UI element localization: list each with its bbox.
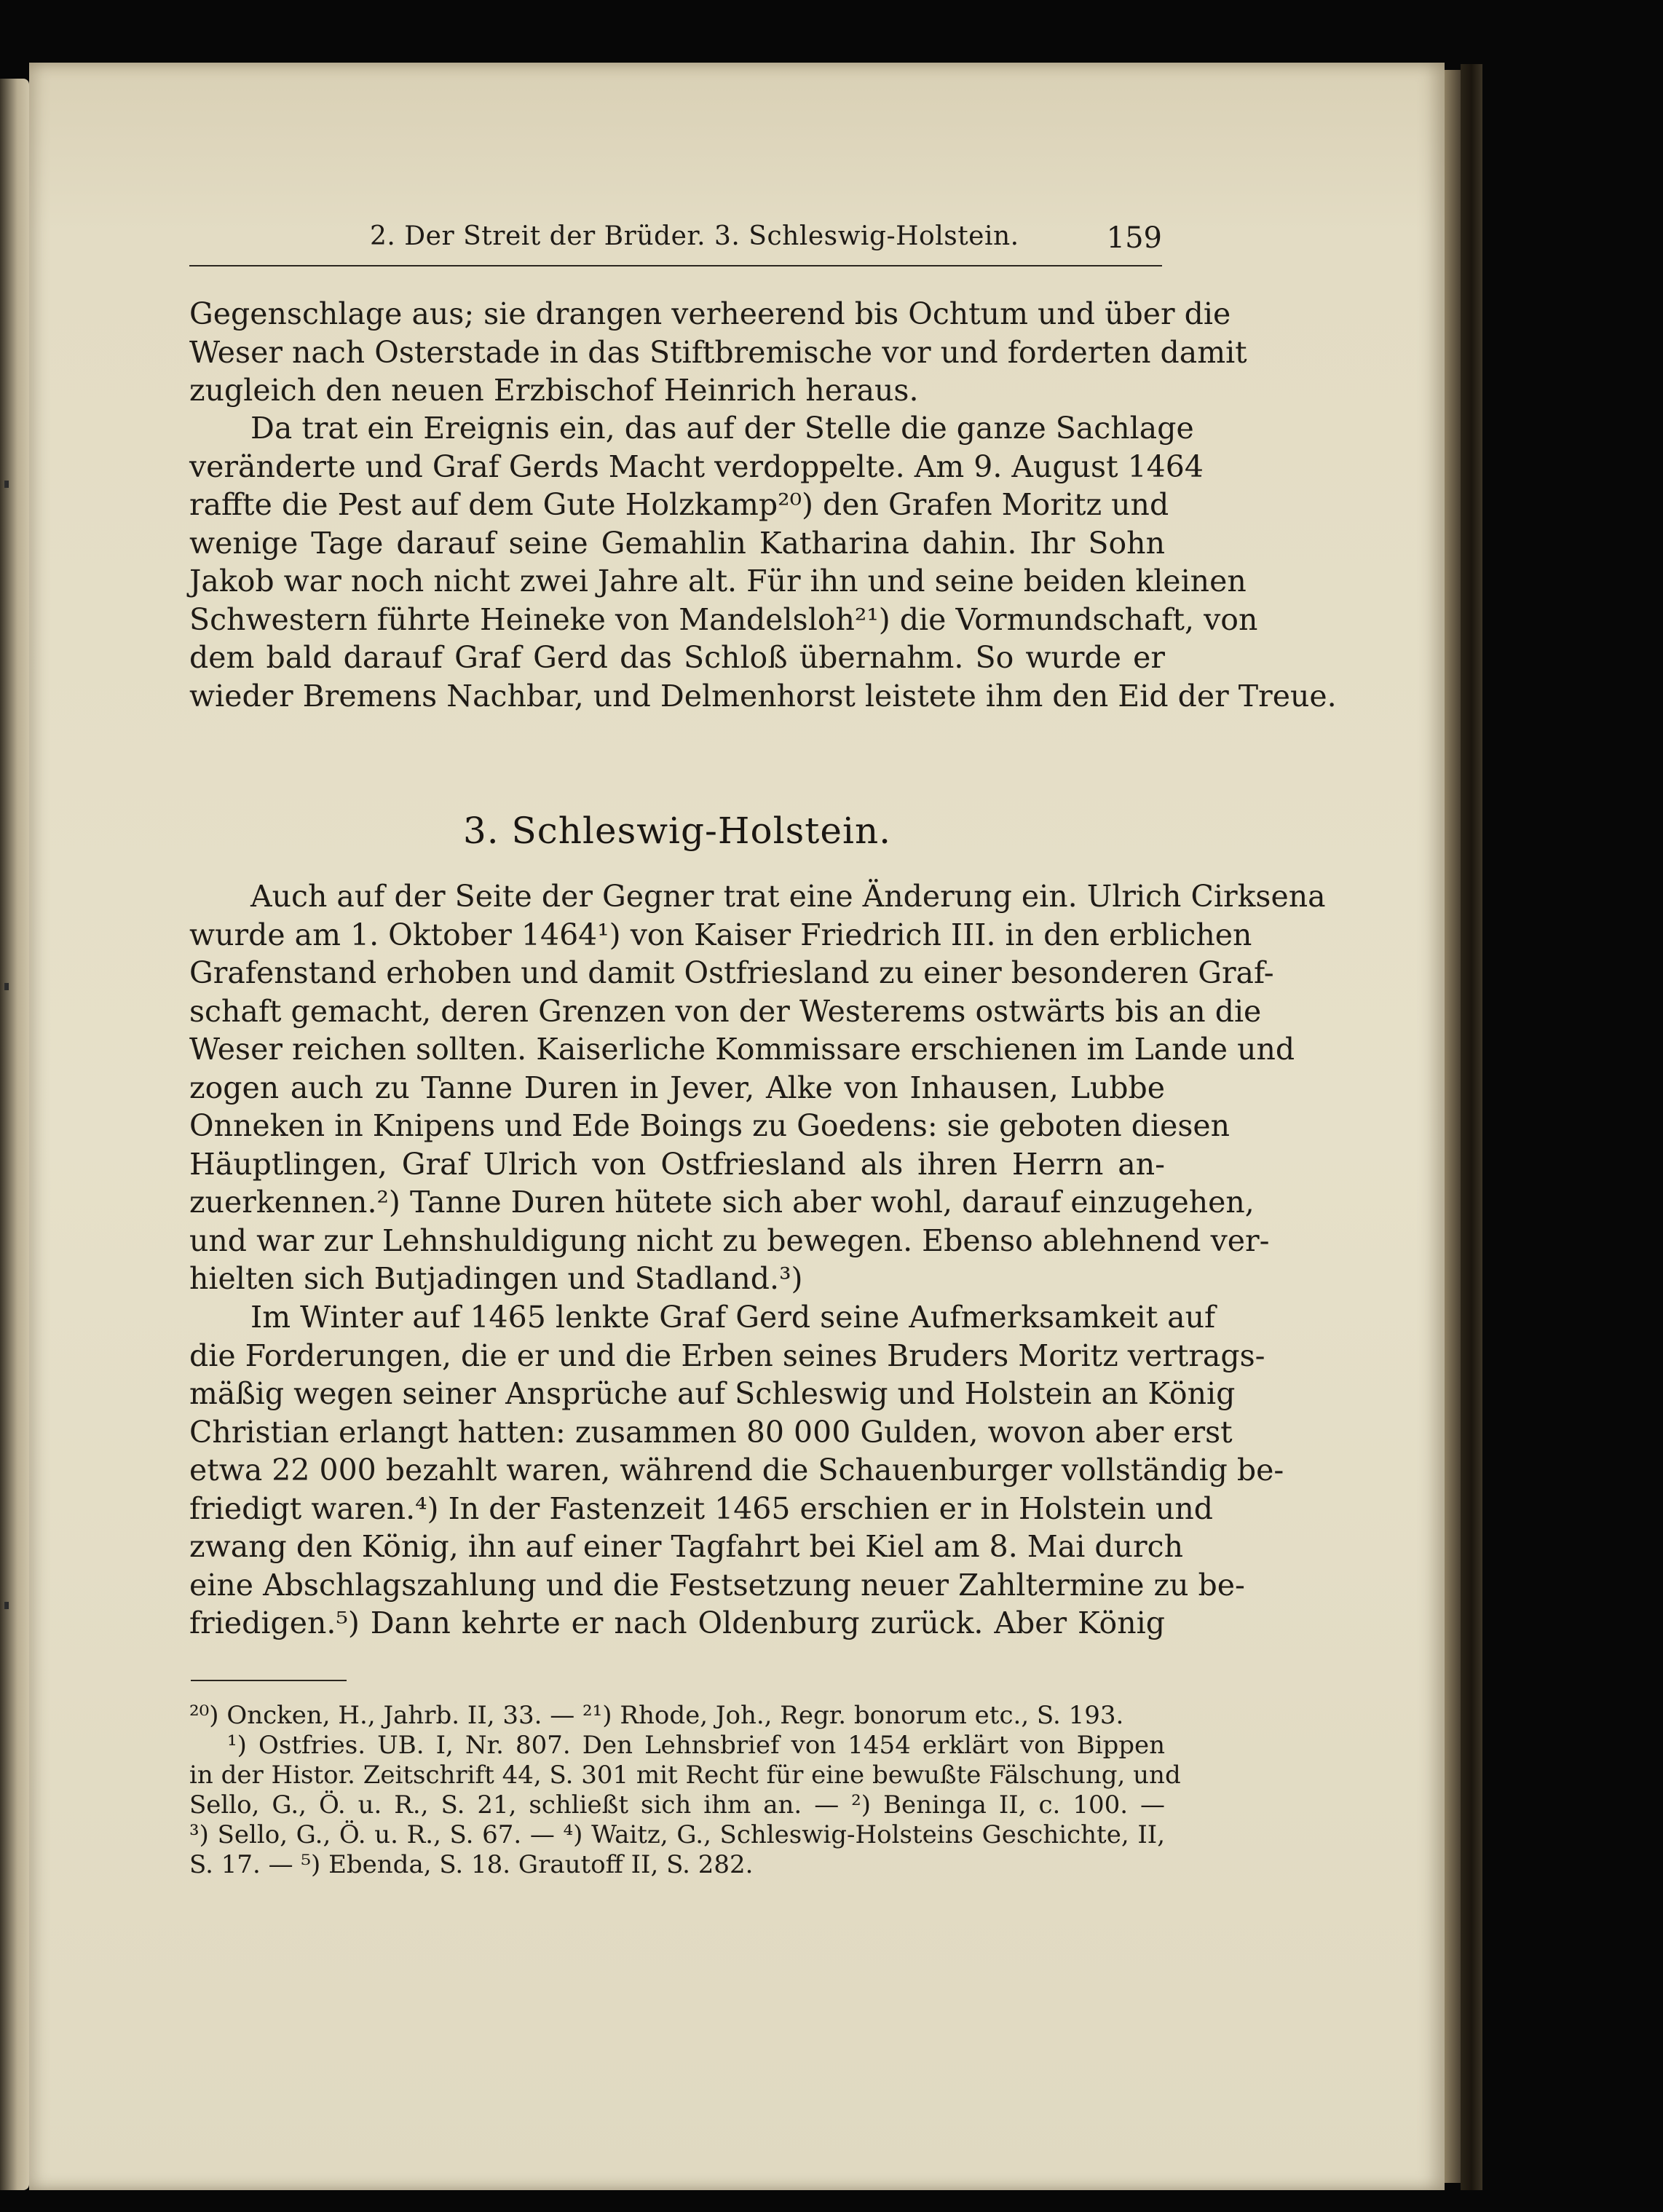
footnotes: [189, 1701, 1181, 1880]
text-line: mäßig wegen seiner Ansprüche auf Schleswig und Holstein an König: [189, 1376, 1236, 1411]
text-line: zugleich den neuen Erzbischof Heinrich heraus.: [189, 373, 919, 408]
footnote-line: Sello, G., Ö. u. R., S. 21, schließt sich ihm an. — ²) Beninga II, c. 100. —: [189, 1790, 1165, 1820]
text-line: und war zur Lehnshuldigung nicht zu bewegen. Ebenso ablehnend ver-: [189, 1222, 1270, 1258]
text-line: dem bald darauf Graf Gerd das Schloß übernahm. So wurde er: [189, 640, 1165, 675]
binding-mark: [4, 481, 9, 488]
text-line: wenige Tage darauf seine Gemahlin Katharina dahin. Ihr Sohn: [189, 525, 1165, 561]
text-line: wieder Bremens Nachbar, und Delmenhorst leistete ihm den Eid der Treue.: [189, 678, 1337, 714]
page-edge: [1445, 70, 1461, 2183]
text-line: raffte die Pest auf dem Gute Holzkamp²⁰) den Grafen Moritz und: [189, 487, 1169, 522]
text-line: veränderte und Graf Gerds Macht verdoppelte. Am 9. August 1464: [189, 449, 1204, 484]
text-line: Häuptlingen, Graf Ulrich von Ostfriesland als ihren Herrn an-: [189, 1146, 1165, 1182]
section-heading: 3. Schleswig-Holstein.: [462, 810, 892, 852]
text-line: die Forderungen, die er und die Erben seines Bruders Moritz vertrags-: [189, 1338, 1265, 1373]
text-line: zogen auch zu Tanne Duren in Jever, Alke von Inhausen, Lubbe: [189, 1070, 1165, 1105]
page-header: [189, 221, 1162, 266]
text-line: schaft gemacht, deren Grenzen von der Westerems ostwärts bis an die: [189, 993, 1262, 1029]
paragraph: [189, 295, 1247, 410]
footnote-line: in der Histor. Zeitschrift 44, S. 301 mit Recht für eine bewußte Fälschung, und: [189, 1761, 1181, 1790]
text-line: Onneken in Knipens und Ede Boings zu Goedens: sie geboten diesen: [189, 1108, 1231, 1143]
footnote-line: S. 17. — ⁵) Ebenda, S. 18. Grautoff II, S. 282.: [189, 1850, 754, 1879]
text-line: friedigt waren.⁴) In der Fastenzeit 1465 erschien er in Holstein und: [189, 1490, 1213, 1526]
text-line: wurde am 1. Oktober 1464¹) von Kaiser Friedrich III. in den erblichen: [189, 917, 1252, 952]
text-line: Weser nach Osterstade in das Stiftbremische vor und forderten damit: [189, 334, 1247, 370]
page-number: 159: [1106, 221, 1162, 255]
text-line: zuerkennen.²) Tanne Duren hütete sich aber wohl, darauf einzugehen,: [189, 1185, 1255, 1220]
text-line: Grafenstand erhoben und damit Ostfriesland zu einer besonderen Graf-: [189, 955, 1274, 990]
paragraph: [189, 877, 1326, 1298]
paragraph: [189, 409, 1337, 715]
text-line: Auch auf der Seite der Gegner trat eine Änderung ein. Ulrich Cirksena: [250, 879, 1326, 914]
text-line: etwa 22 000 bezahlt waren, während die Schauenburger vollständig be-: [189, 1453, 1284, 1488]
text-line: Im Winter auf 1465 lenkte Graf Gerd seine Aufmerksamkeit auf: [250, 1300, 1216, 1335]
text-line: zwang den König, ihn auf einer Tagfahrt bei Kiel am 8. Mai durch: [189, 1529, 1183, 1564]
binding-mark: [4, 1602, 9, 1609]
footnote-line: ¹) Ostfries. UB. I, Nr. 807. Den Lehnsbrief von 1454 erklärt von Bippen: [227, 1731, 1165, 1760]
footnote-line: ²⁰) Oncken, H., Jahrb. II, 33. — ²¹) Rhode, Joh., Regr. bonorum etc., S. 193.: [189, 1701, 1124, 1730]
footnote-rule: [191, 1680, 347, 1681]
paragraph: [189, 1298, 1284, 1643]
text-line: friedigen.⁵) Dann kehrte er nach Oldenburg zurück. Aber König: [189, 1605, 1165, 1640]
text-line: hielten sich Butjadingen und Stadland.³): [189, 1261, 803, 1296]
text-line: Schwestern führte Heineke von Mandelsloh²¹) die Vormundschaft, von: [189, 601, 1258, 637]
text-line: Jakob war noch nicht zwei Jahre alt. Für ihn und seine beiden kleinen: [189, 564, 1247, 599]
binding-mark: [4, 983, 9, 990]
text-line: Christian erlangt hatten: zusammen 80 000 Gulden, wovon aber erst: [189, 1414, 1233, 1450]
running-head: 2. Der Streit der Brüder. 3. Schleswig-Holstein.: [370, 221, 1019, 251]
text-line: Da trat ein Ereignis ein, das auf der Stelle die ganze Sachlage: [250, 411, 1194, 446]
book-spine: [1461, 64, 1482, 2190]
left-page-edge: [0, 79, 29, 2190]
text-line: eine Abschlagszahlung und die Festsetzung neuer Zahltermine zu be-: [189, 1567, 1245, 1603]
text-line: Gegenschlage aus; sie drangen verheerend bis Ochtum und über die: [189, 296, 1231, 331]
text-line: Weser reichen sollten. Kaiserliche Kommissare erschienen im Lande und: [189, 1032, 1295, 1067]
footnote-line: ³) Sello, G., Ö. u. R., S. 67. — ⁴) Waitz, G., Schleswig-Holsteins Geschichte, II,: [189, 1820, 1165, 1849]
